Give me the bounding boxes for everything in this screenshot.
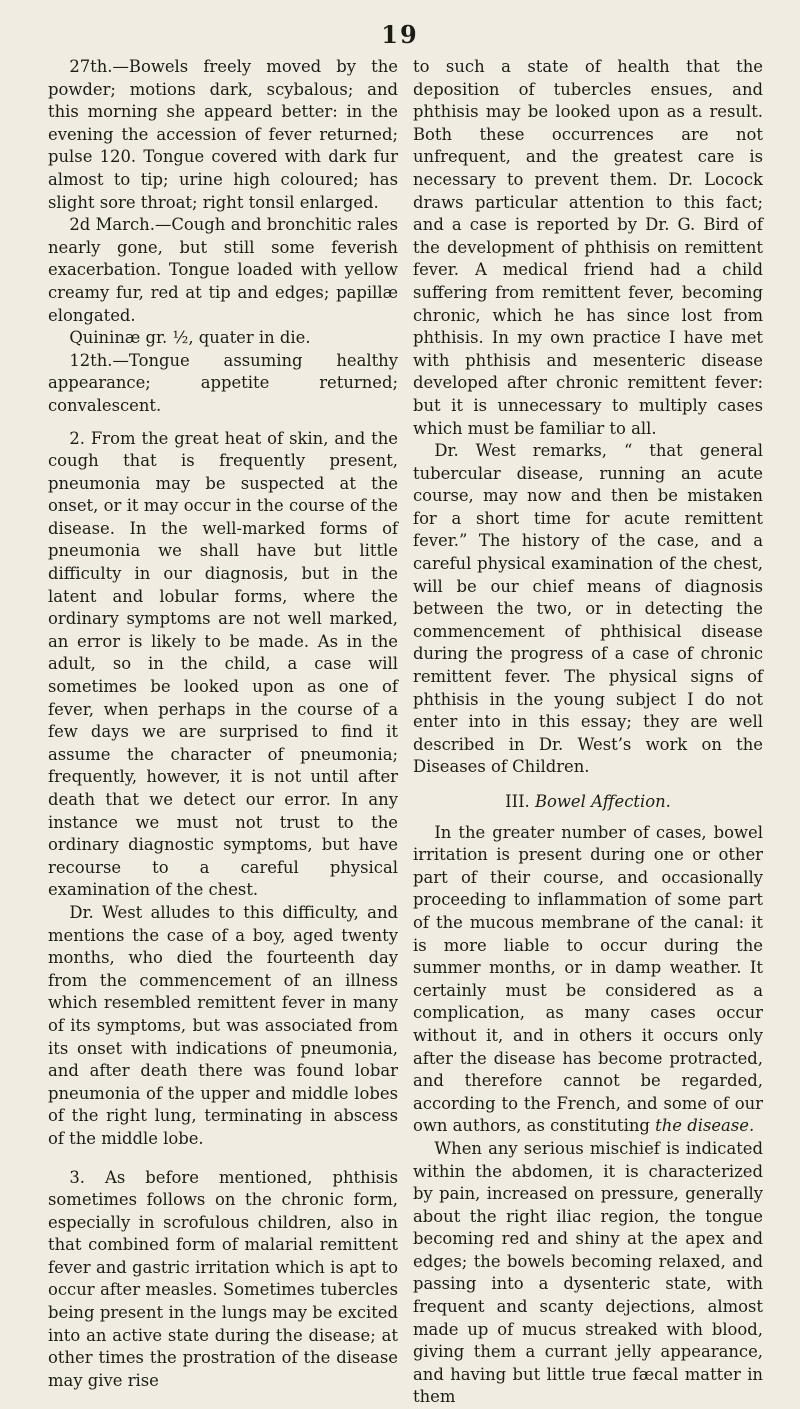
- paragraph: Dr. West remarks, “ that general tubercular disease, running an acute course, may now and then be mistaken for a short time for acute remittent fever.” The history of the case, and a careful physical examination of the chest, will be our chief means of diagnosis between the two, or in detecting the commencement of phthisical disease during the progress of a case of chronic remittent fever. The physical signs of phthisis in the young subject I do not enter into in this essay; they are well described in Dr. West’s work on the Diseases of Children.: [413, 441, 763, 777]
- paragraph: [413, 822, 763, 1138]
- italic-phrase: the disease.: [655, 1116, 755, 1136]
- right-column: [413, 56, 763, 1409]
- paragraph: Dr. West alludes to this difficulty, and mentions the case of a boy, aged twenty months, who died the fourteenth day from the commencement of an illness which resembled remittent fever in many of its symptoms, but was associated from its onset with indications of pneumonia, and after death there was found lobar pneumonia of the upper and middle lobes of the right lung, terminating in abscess of the middle lobe.: [48, 902, 398, 1148]
- left-column: [48, 56, 398, 1392]
- paragraph: 12th.—Tongue assuming healthy appearance; appetite returned; convalescent.: [48, 350, 398, 415]
- paragraph-text: In the greater number of cases, bowel irritation is present during one or other part of their course, and occasionally proceeding to inflammation of some part of the mucous membrane of the canal: it is more liable to occur during the summer months, or in damp weather. It certainly must be considered as a complication, as many cases occur without it, and in others it occurs only after the disease has become protracted, and therefore cannot be regarded, according to the French, and some of our own authors, as constituting: [413, 822, 763, 1136]
- paragraph: 3. As before mentioned, phthisis sometimes follows on the chronic form, especially in scrofulous children, also in that combined form of malarial remittent fever and gastric irritation which is apt to occur after measles. Sometimes tubercles being present in the lungs may be excited into an active state during the disease; at other times the prostration of the disease may give rise: [48, 1167, 398, 1390]
- paragraph: 2d March.—Cough and bronchitic rales nearly gone, but still some feverish exacerbation. Tongue loaded with yellow creamy fur, red at tip and edges; papillæ elongated.: [48, 215, 398, 325]
- paragraph: 2. From the great heat of skin, and the cough that is frequently present, pneumonia may be suspected at the onset, or it may occur in the course of the disease. In the well-marked forms of pneumonia we shall have but little difficulty in our diagnosis, but in the latent and lobular forms, where the ordinary symptoms are not well marked, an error is likely to be made. As in the adult, so in the child, a case will sometimes be looked upon as one of fever, when perhaps in the course of a few days we are surprised to find it assume the character of pneumonia; frequently, however, it is not until after death that we detect our error. In any instance we must not trust to the ordinary diagnostic symptoms, but have recourse to a careful physical examination of the chest.: [48, 428, 398, 900]
- page-number: 19: [381, 20, 419, 49]
- section-number: III.: [505, 792, 530, 811]
- paragraph: 27th.—Bowels freely moved by the powder; motions dark, scybalous; and this morning she appeard better: in the evening the accession of fever returned; pulse 120. Tongue covered with dark fur almost to tip; urine high coloured; has slight sore throat; right tonsil enlarged.: [48, 57, 398, 212]
- section-title: Bowel Affection.: [534, 792, 671, 811]
- paragraph: When any serious mischief is indicated within the abdomen, it is characterized by pain, increased on pressure, generally about the right iliac region, the tongue becoming red and shiny at the apex and edges; the bowels becoming relaxed, and passing into a dysenteric state, with frequent and scanty dejections, almost made up of mucus streaked with blood, giving them a currant jelly appearance, and having but little true fæcal matter in them: [413, 1138, 763, 1407]
- paragraph: to such a state of health that the deposition of tubercles ensues, and phthisis may be looked upon as a result. Both these occurrences are not unfrequent, and the greatest care is necessary to prevent them. Dr. Locock draws particular attention to this fact; and a case is reported by Dr. G. Bird of the development of phthisis on remittent fever. A medical friend had a child suffering from remittent fever, becoming chronic, which he has since lost from phthisis. In my own practice I have met with phthisis and mesenteric disease developed after chronic remittent fever: but it is unnecessary to multiply cases which must be familiar to all.: [413, 57, 763, 438]
- section-heading: [413, 791, 763, 814]
- paragraph: Quininæ gr. ½, quater in die.: [69, 328, 311, 348]
